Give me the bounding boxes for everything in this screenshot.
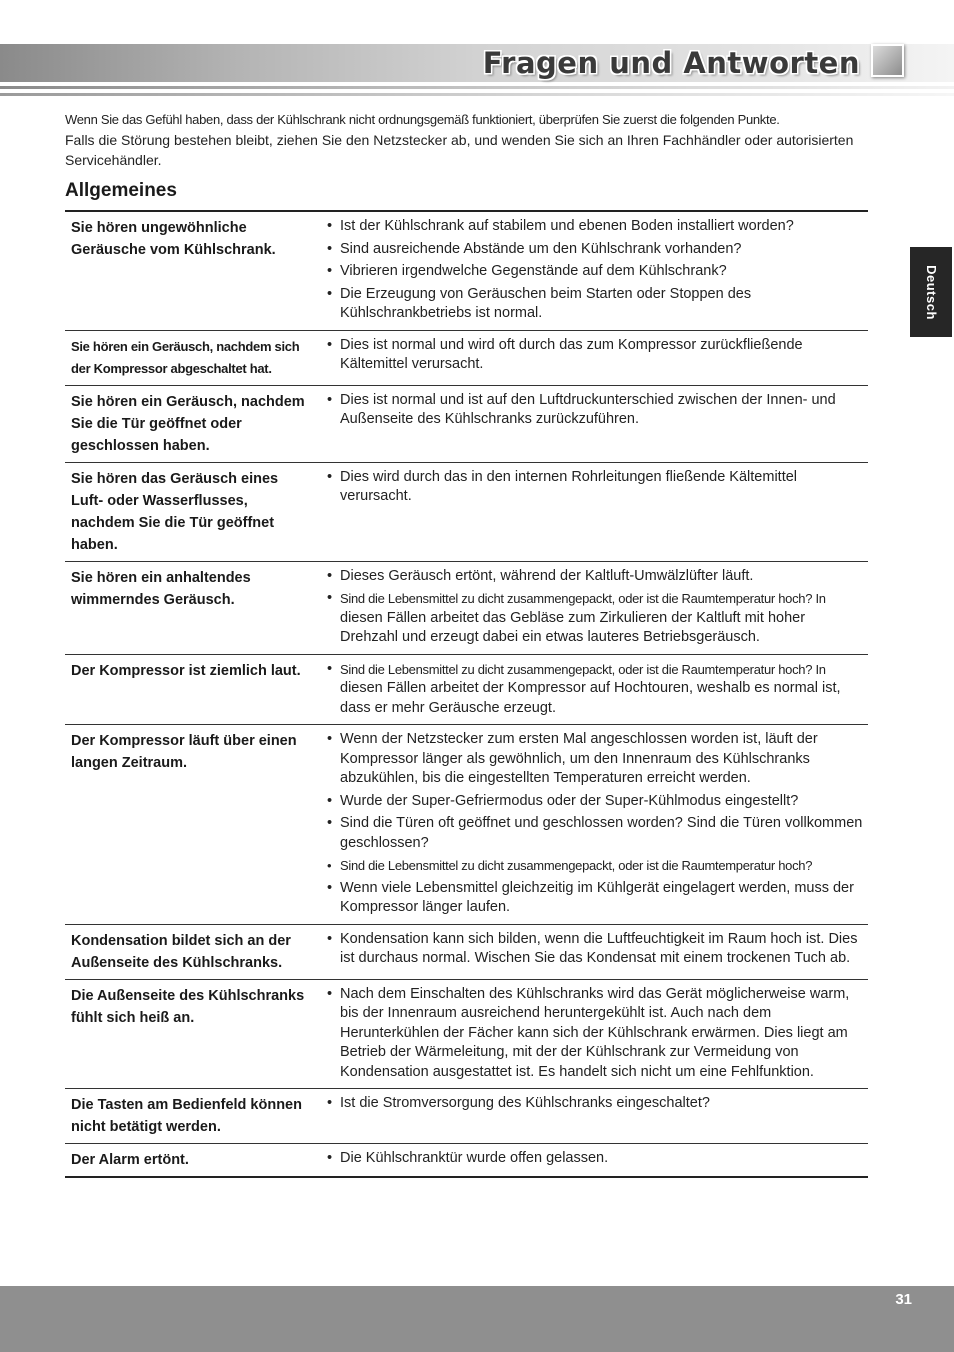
intro-text <box>65 110 870 170</box>
faq-question: Sie hören ein Geräusch, nachdem Sie die Tür geöffnet oder geschlossen haben. <box>71 393 305 454</box>
faq-question: Kondensation bildet sich an der Außenseite des Kühlschranks. <box>71 932 291 971</box>
language-tab <box>910 247 952 337</box>
faq-answer-list <box>317 331 868 385</box>
faq-table <box>65 210 868 1178</box>
faq-answer-item: • Dieses Geräusch ertönt, während der Kaltluft-Umwälzlüfter läuft. <box>327 567 864 587</box>
faq-row <box>65 924 868 979</box>
language-tab-label: Deutsch <box>923 264 939 320</box>
faq-answer-list <box>317 562 868 654</box>
faq-answer-item: • Sind die Lebensmittel zu dicht zusammengepackt, oder ist die Raumtemperatur hoch? <box>327 856 864 876</box>
faq-row <box>65 212 868 330</box>
faq-row <box>65 979 868 1089</box>
faq-question: Sie hören ein anhaltendes wimmerndes Geräusch. <box>71 569 251 608</box>
faq-answer-item: • Wenn der Netzstecker zum ersten Mal angeschlossen worden ist, läuft der Kompressor länger als gewöhnlich, um den Innenraum des Kühlschranks abzukühlen, bis die eingestellten Temperaturen erreicht werden. <box>327 730 864 789</box>
header-divider <box>0 86 954 89</box>
faq-answer-list <box>317 1089 868 1143</box>
faq-question: Sie hören ungewöhnliche Geräusche vom Kühlschrank. <box>71 220 276 258</box>
faq-answer-item: • Nach dem Einschalten des Kühlschranks wird das Gerät möglicherweise warm, bis der Innenraum ausreichend heruntergekühlt ist. Auch nach dem Herunterkühlen der Fächer kann sich der Kühlschrank erwärmen. Dies liegt am Betrieb der Wärmeleitung, mit der der Kühlschrank zur Vermeidung von Kondensation ausgestattet ist. Es handelt sich nicht um eine Fehlfunktion. <box>327 985 864 1083</box>
faq-answer-list <box>317 980 868 1089</box>
faq-row <box>65 1088 868 1143</box>
faq-answer-list <box>317 725 868 924</box>
faq-question: Die Tasten am Bedienfeld können nicht betätigt werden. <box>71 1097 302 1135</box>
faq-answer-item: • Wenn viele Lebensmittel gleichzeitig im Kühlgerät eingelagert werden, muss der Kompressor länger laufen. <box>327 879 864 918</box>
faq-row <box>65 561 868 654</box>
faq-question: Der Alarm ertönt. <box>71 1152 189 1168</box>
faq-answer-item: • Vibrieren irgendwelche Gegenstände auf dem Kühlschrank? <box>327 262 864 282</box>
faq-answer-item: • Sind die Türen oft geöffnet und geschlossen worden? Sind die Türen vollkommen geschlossen? <box>327 814 864 853</box>
page-number: 31 <box>895 1291 912 1308</box>
faq-row <box>65 724 868 924</box>
faq-row <box>65 462 868 561</box>
section-title: Allgemeines <box>65 180 177 201</box>
faq-answer-list <box>317 212 868 330</box>
faq-row <box>65 330 868 385</box>
faq-question: Der Kompressor ist ziemlich laut. <box>71 662 301 679</box>
faq-row <box>65 385 868 462</box>
title-square-icon <box>871 44 904 77</box>
faq-answer-item: • Ist die Stromversorgung des Kühlschranks eingeschaltet? <box>327 1094 864 1114</box>
faq-answer-item: • Ist der Kühlschrank auf stabilem und ebenen Boden installiert worden? <box>327 217 864 237</box>
faq-question: Der Kompressor läuft über einen langen Zeitraum. <box>71 733 297 771</box>
faq-answer-item: • Sind die Lebensmittel zu dicht zusammengepackt, oder ist die Raumtemperatur hoch? In diesen Fällen arbeitet der Kompressor auf Hochtouren, weshalb es normal ist, dass er mehr Geräusche erzeugt. <box>327 660 864 719</box>
faq-answer-item: • Sind ausreichende Abstände um den Kühlschrank vorhanden? <box>327 240 864 260</box>
faq-answer-list <box>317 386 868 462</box>
faq-answer-item: • Kondensation kann sich bilden, wenn die Luftfeuchtigkeit im Raum hoch ist. Dies ist durchaus normal. Wischen Sie das Kondensat mit einem trockenen Tuch ab. <box>327 930 864 969</box>
footer-bar <box>0 1286 954 1352</box>
intro-line-1: Wenn Sie das Gefühl haben, dass der Kühlschrank nicht ordnungsgemäß funktioniert, überprüfen Sie zuerst die folgenden Punkte. <box>65 112 780 127</box>
faq-answer-list <box>317 463 868 561</box>
faq-answer-item: • Dies ist normal und wird oft durch das zum Kompressor zurückfließende Kältemittel verursacht. <box>327 336 864 375</box>
header-divider-secondary <box>0 93 954 96</box>
faq-question: Sie hören ein Geräusch, nachdem sich der Kompressor abgeschaltet hat. <box>71 338 300 376</box>
faq-answer-list <box>317 925 868 979</box>
faq-answer-item: • Dies wird durch das in den internen Rohrleitungen fließende Kältemittel verursacht. <box>327 468 864 507</box>
faq-question: Die Außenseite des Kühlschranks fühlt sich heiß an. <box>71 987 305 1026</box>
faq-answer-item: • Die Erzeugung von Geräuschen beim Starten oder Stoppen des Kühlschrankbetriebs ist normal. <box>327 285 864 324</box>
faq-answer-item: • Die Kühlschranktür wurde offen gelassen. <box>327 1149 864 1169</box>
faq-row <box>65 654 868 725</box>
faq-answer-list <box>317 1144 868 1176</box>
faq-answer-list <box>317 655 868 725</box>
faq-answer-item: • Wurde der Super-Gefriermodus oder der Super-Kühlmodus eingestellt? <box>327 792 864 812</box>
faq-question: Sie hören das Geräusch eines Luft- oder Wasserflusses, nachdem Sie die Tür geöffnet haben. <box>71 470 279 553</box>
faq-answer-item: • Dies ist normal und ist auf den Luftdruckunterschied zwischen der Innen- und Außenseite des Kühlschranks zurückzuführen. <box>327 391 864 430</box>
page-title: Fragen und Antworten <box>482 46 860 80</box>
faq-row <box>65 1143 868 1176</box>
faq-answer-item: • Sind die Lebensmittel zu dicht zusammengepackt, oder ist die Raumtemperatur hoch? In diesen Fällen arbeitet das Gebläse zum Zirkulieren der Kaltluft mit hoher Drehzahl und erzeugt dabei ein etwas lauteres Betriebsgeräusch. <box>327 589 864 648</box>
intro-line-2: Falls die Störung bestehen bleibt, ziehen Sie den Netzstecker ab, und wenden Sie sich an Ihren Fachhändler oder autorisierten Servicehändler. <box>65 132 854 168</box>
